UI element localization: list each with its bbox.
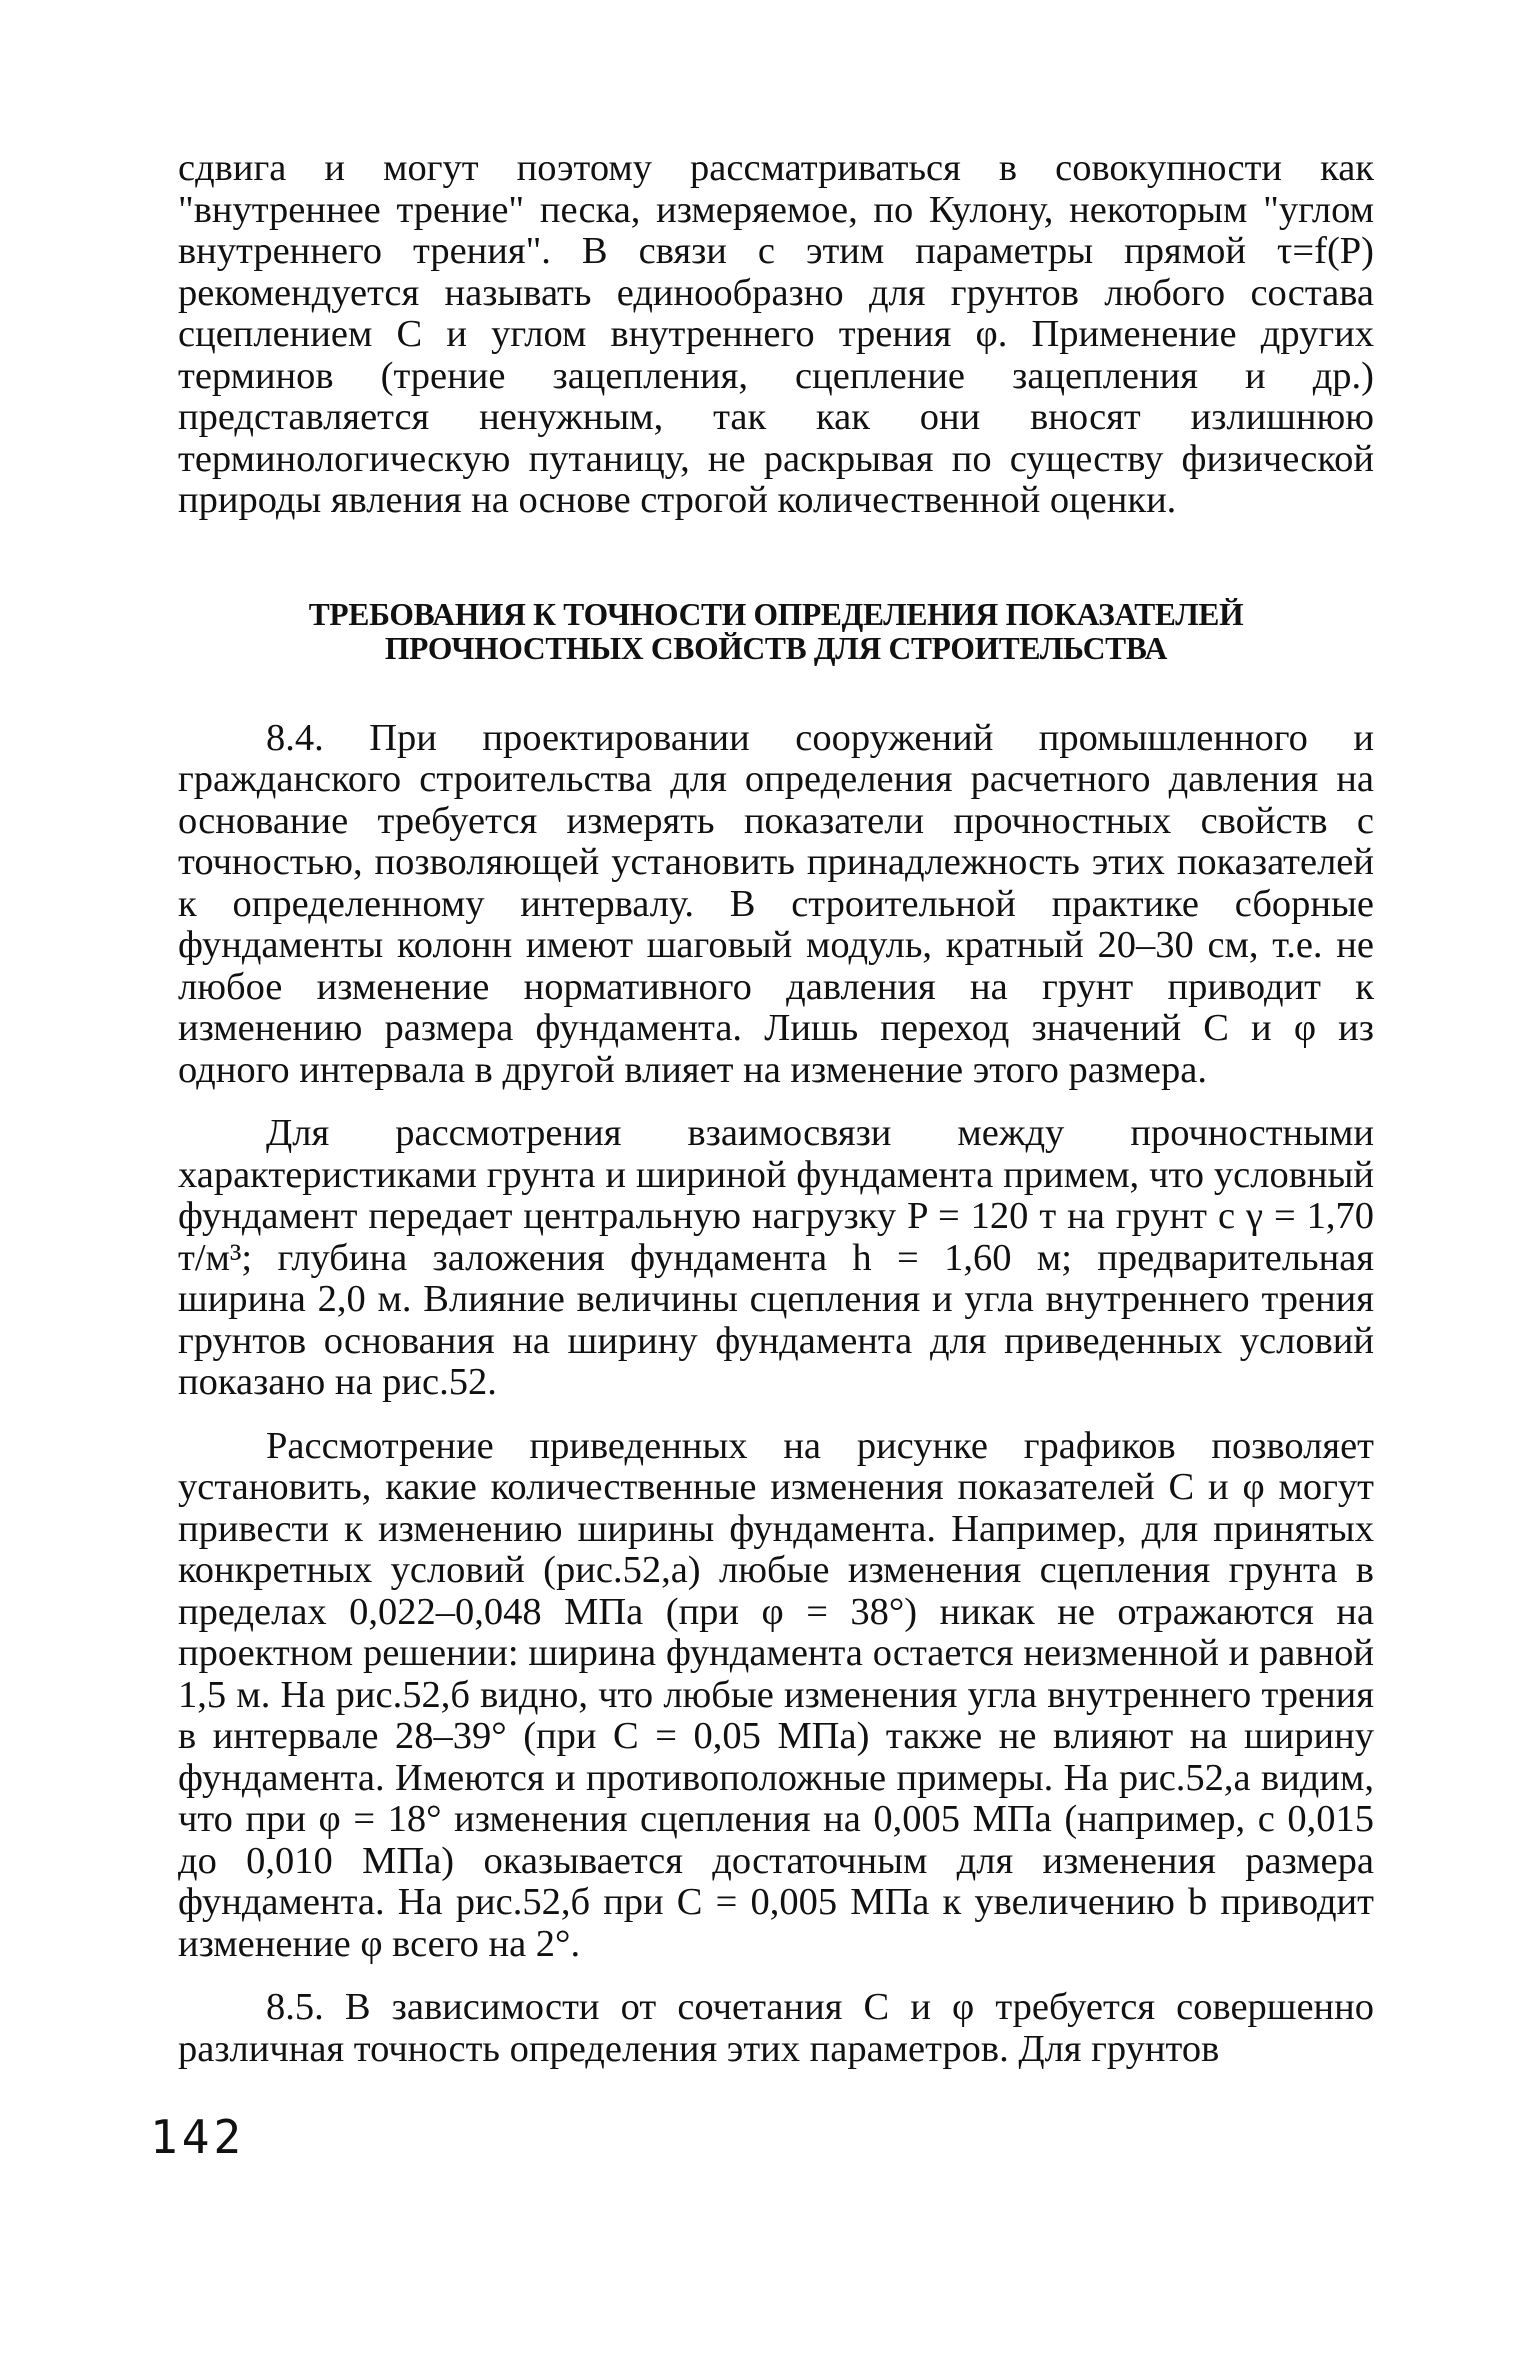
paragraph-8-4: 8.4. При проектировании сооружений промышленного и гражданского строительства для определения расчетного давления на основание требуется измерять показатели прочностных свойств с точностью, позволяющей установить принадлежность этих показателей к определенному интервалу. В строительной практике сборные фундаменты колонн имеют шаговый модуль, кратный 20–30 см, т.е. не любое изменение нормативного давления на грунт приводит к изменению размера фундамента. Лишь переход значений C и φ из одного интервала в другой влияет на изменение этого размера. — [178, 716, 1374, 1091]
page-text-column — [178, 148, 1374, 2070]
page-number: 142 — [150, 2110, 246, 2164]
section-heading-line-2: ПРОЧНОСТНЫХ СВОЙСТВ ДЛЯ СТРОИТЕЛЬСТВА — [384, 630, 1168, 666]
section-heading-line-1: ТРЕБОВАНИЯ К ТОЧНОСТИ ОПРЕДЕЛЕНИЯ ПОКАЗАТЕЛЕЙ — [308, 596, 1244, 632]
paragraph-graphs: Рассмотрение приведенных на рисунке графиков позволяет установить, какие количественные изменения показателей C и φ могут привести к изменению ширины фундамента. Например, для принятых конкретных условий (рис.52,а) любые изменения сцепления грунта в пределах 0,022–0,048 МПа (при φ = 38°) никак не отражаются на проектном решении: ширина фундамента остается неизменной и равной 1,5 м. На рис.52,б видно, что любые изменения угла внутреннего трения в интервале 28–39° (при C = 0,05 МПа) также не влияют на ширину фундамента. Имеются и противоположные примеры. На рис.52,а видим, что при φ = 18° изменения сцепления на 0,005 МПа (например, с 0,015 до 0,010 МПа) оказывается достаточным для изменения размера фундамента. На рис.52,б при C = 0,005 МПа к увеличению b приводит изменение φ всего на 2°. — [178, 1424, 1374, 1965]
paragraph-8-5: 8.5. В зависимости от сочетания C и φ требуется совершенно различная точность определения этих параметров. Для грунтов — [178, 1986, 1374, 2070]
section-heading — [178, 598, 1374, 666]
paragraph-relationship: Для рассмотрения взаимосвязи между прочностными характеристиками грунта и шириной фундамента примем, что условный фундамент передает центральную нагрузку P = 120 т на грунт с γ = 1,70 т/м³; глубина заложения фундамента h = 1,60 м; предварительная ширина 2,0 м. Влияние величины сцепления и угла внутреннего трения грунтов основания на ширину фундамента для приведенных условий показано на рис.52. — [178, 1112, 1374, 1403]
intro-paragraph: сдвига и могут поэтому рассматриваться в совокупности как "внутреннее трение" песка, измеряемое, по Кулону, некоторым "углом внутреннего трения". В связи с этим параметры прямой τ=f(P) рекомендуется называть единообразно для грунтов любого состава сцеплением C и углом внутреннего трения φ. Применение других терминов (трение зацепления, сцепление зацепления и др.) представляется ненужным, так как они вносят излишнюю терминологическую путаницу, не раскрывая по существу физической природы явления на основе строгой количественной оценки. — [178, 147, 1374, 521]
